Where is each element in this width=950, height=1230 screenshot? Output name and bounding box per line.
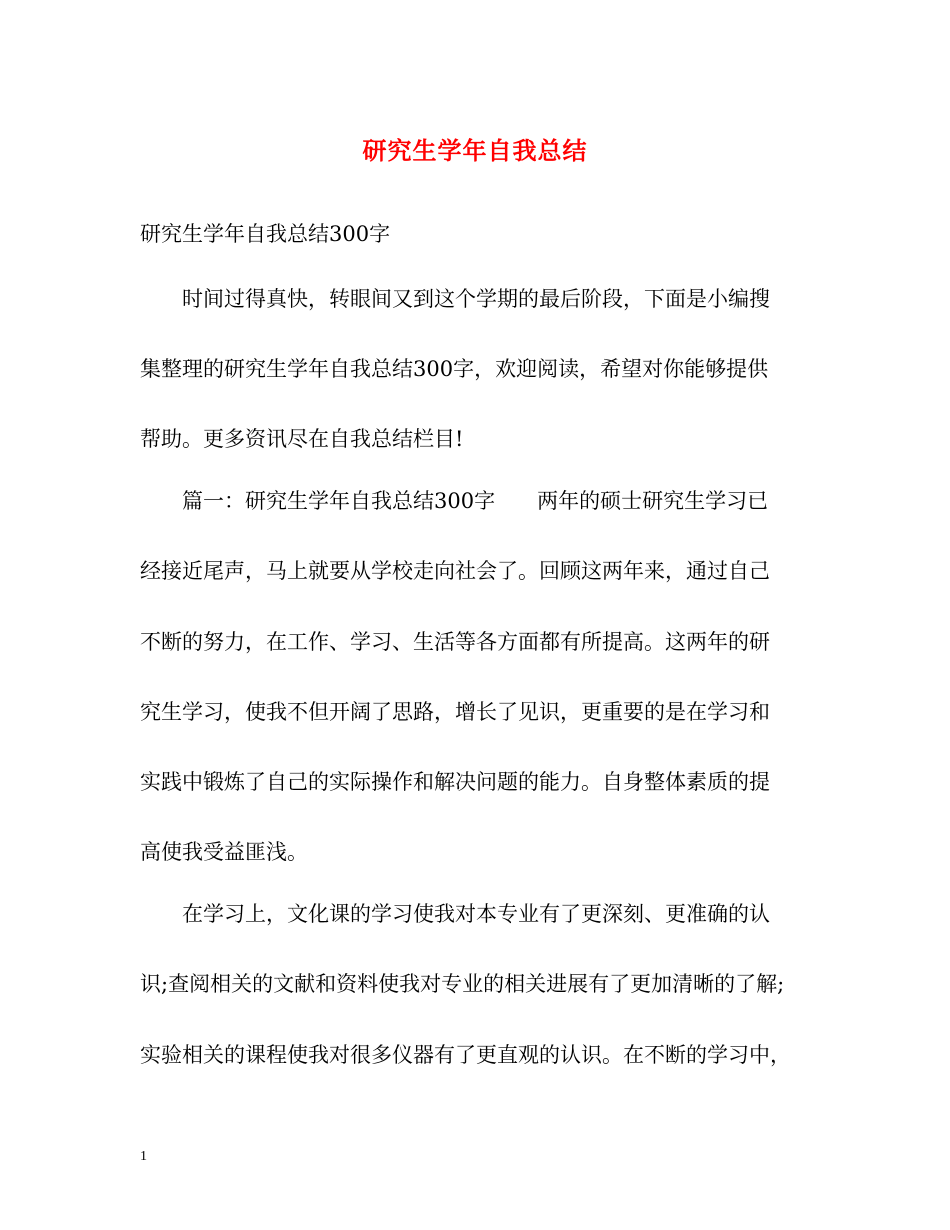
text-line: 高使我受益匪浅。 bbox=[140, 840, 308, 864]
text-line: 时间过得真快，转眼间又到这个学期的最后阶段，下面是小编搜 bbox=[140, 287, 770, 311]
document-subtitle: 研究生学年自我总结300字 bbox=[140, 222, 391, 246]
text-line: 集整理的研究生学年自我总结300字，欢迎阅读，希望对你能够提供 bbox=[140, 357, 769, 381]
text-line: 实验相关的课程使我对很多仪器有了更直观的认识。在不断的学习中， bbox=[140, 1043, 791, 1067]
text-line: 在学习上，文化课的学习使我对本专业有了更深刻、更准确的认 bbox=[140, 902, 770, 926]
document-title: 研究生学年自我总结 bbox=[362, 136, 588, 165]
text-line: 帮助。更多资讯尽在自我总结栏目! bbox=[140, 427, 464, 451]
page-number: 1 bbox=[140, 1149, 147, 1164]
text-line: 究生学习，使我不但开阔了思路，增长了见识，更重要的是在学习和 bbox=[140, 700, 770, 724]
text-line: 篇一：研究生学年自我总结300字 两年的硕士研究生学习已 bbox=[140, 489, 769, 513]
text-line: 实践中锻炼了自己的实际操作和解决问题的能力。自身整体素质的提 bbox=[140, 770, 770, 794]
text-line: 经接近尾声，马上就要从学校走向社会了。回顾这两年来，通过自己 bbox=[140, 559, 770, 583]
text-line: 识;查阅相关的文献和资料使我对专业的相关进展有了更加清晰的了解; bbox=[140, 972, 785, 996]
text-line: 不断的努力，在工作、学习、生活等各方面都有所提高。这两年的研 bbox=[140, 630, 770, 654]
